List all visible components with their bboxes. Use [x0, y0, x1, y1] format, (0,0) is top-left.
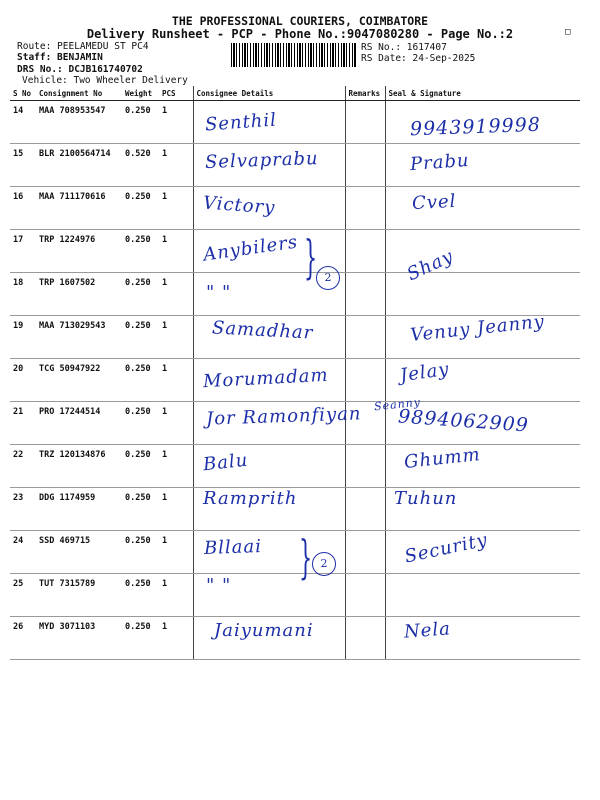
handwritten-consignee: Jor Ramonfiyan	[205, 403, 362, 430]
row-consignment: TUT 7315789	[36, 574, 122, 617]
row-remarks-cell	[345, 187, 385, 230]
handwritten-consignee: Balu	[202, 449, 250, 476]
row-weight: 0.250	[122, 101, 159, 144]
row-sno: 26	[10, 617, 36, 660]
row-consignment: TRP 1224976	[36, 230, 122, 273]
col-consignee: Consignee Details	[193, 86, 345, 101]
row-pcs: 1	[159, 273, 193, 316]
row-pcs: 1	[159, 617, 193, 660]
handwritten-signature: Security	[402, 529, 490, 568]
col-remarks: Remarks	[345, 86, 385, 101]
rs-date: RS Date: 24-Sep-2025	[361, 53, 476, 64]
handwritten-signature: Jelay	[398, 358, 451, 387]
row-remarks-cell	[345, 574, 385, 617]
circled-annotation: 2	[312, 552, 336, 576]
brace-mark: }	[304, 230, 318, 284]
row-remarks-cell	[345, 273, 385, 316]
row-remarks-cell	[345, 359, 385, 402]
handwritten-consignee: Morumadam	[202, 364, 330, 393]
row-remarks-cell	[345, 617, 385, 660]
corner-box-mark: □	[565, 27, 571, 37]
handwritten-consignee: " "	[206, 575, 232, 596]
row-consignment: SSD 469715	[36, 531, 122, 574]
handwritten-consignee: Anybilers	[202, 231, 300, 266]
row-consignment: BLR 2100564714	[36, 144, 122, 187]
row-consignment: DDG 1174959	[36, 488, 122, 531]
row-pcs: 1	[159, 187, 193, 230]
col-consignment: Consignment No	[36, 86, 122, 101]
row-remarks-cell	[345, 144, 385, 187]
row-sno: 23	[10, 488, 36, 531]
row-consignment: MAA 713029543	[36, 316, 122, 359]
col-signature: Seal & Signature	[385, 86, 580, 101]
row-weight: 0.250	[122, 574, 159, 617]
row-sno: 17	[10, 230, 36, 273]
row-weight: 0.250	[122, 359, 159, 402]
handwritten-signature: Cvel	[411, 190, 457, 215]
row-pcs: 1	[159, 445, 193, 488]
row-remarks-cell	[345, 316, 385, 359]
row-pcs: 1	[159, 316, 193, 359]
row-weight: 0.520	[122, 144, 159, 187]
row-remarks-cell	[345, 488, 385, 531]
handwritten-consignee: Jaiyumani	[214, 620, 314, 641]
handwritten-signature: Prabu	[409, 149, 471, 176]
row-sno: 21	[10, 402, 36, 445]
col-weight: Weight	[122, 86, 159, 101]
row-weight: 0.250	[122, 488, 159, 531]
row-weight: 0.250	[122, 445, 159, 488]
row-sno: 20	[10, 359, 36, 402]
col-pcs: PCS	[159, 86, 193, 101]
row-sno: 24	[10, 531, 36, 574]
row-weight: 0.250	[122, 273, 159, 316]
company-title: THE PROFESSIONAL COURIERS, COIMBATORE	[171, 14, 429, 28]
row-remarks-cell	[345, 230, 385, 273]
row-sno: 22	[10, 445, 36, 488]
barcode	[231, 43, 356, 67]
row-pcs: 1	[159, 359, 193, 402]
table-row	[10, 531, 580, 574]
route-text: Route: PEELAMEDU ST PC4	[17, 41, 149, 52]
table-row	[10, 574, 580, 617]
row-pcs: 1	[159, 531, 193, 574]
row-pcs: 1	[159, 230, 193, 273]
drs-text: DRS No.: DCJB161740702	[17, 64, 143, 75]
row-pcs: 1	[159, 101, 193, 144]
table-row	[10, 445, 580, 488]
runsheet-title: Delivery Runsheet - PCP - Phone No.:9047080280 - Page No.:2	[86, 27, 514, 41]
handwritten-consignee: Selvaprabu	[204, 148, 319, 173]
handwritten-signature: Nela	[403, 618, 452, 643]
row-sno: 16	[10, 187, 36, 230]
row-consignment: TRP 1607502	[36, 273, 122, 316]
row-sno: 19	[10, 316, 36, 359]
handwritten-consignee: Victory	[202, 192, 277, 219]
row-weight: 0.250	[122, 187, 159, 230]
row-sno: 14	[10, 101, 36, 144]
handwritten-signature: Tuhun	[394, 488, 458, 509]
handwritten-consignee: " "	[206, 282, 232, 303]
handwritten-signature: 9943919998	[409, 113, 542, 141]
row-remarks-cell	[345, 445, 385, 488]
row-remarks-cell	[345, 101, 385, 144]
table-header-row	[10, 86, 580, 101]
row-weight: 0.250	[122, 316, 159, 359]
row-pcs: 1	[159, 488, 193, 531]
row-consignment: MYD 3071103	[36, 617, 122, 660]
rs-number: RS No.: 1617407	[361, 42, 447, 53]
row-consignment: MAA 711170616	[36, 187, 122, 230]
handwritten-signature: Ghumm	[403, 444, 482, 473]
handwritten-consignee: Samadhar	[211, 317, 314, 344]
vehicle-text: Vehicle: Two Wheeler Delivery	[22, 75, 188, 86]
row-weight: 0.250	[122, 531, 159, 574]
handwritten-signature: 9894062909	[397, 405, 530, 437]
handwritten-signature: Shay	[403, 245, 457, 286]
brace-mark: }	[299, 530, 313, 584]
row-pcs: 1	[159, 144, 193, 187]
staff-text: Staff: BENJAMIN	[17, 52, 103, 63]
col-sno: S No	[10, 86, 36, 101]
row-signature-cell	[385, 574, 580, 617]
row-consignment: TRZ 120134876	[36, 445, 122, 488]
row-weight: 0.250	[122, 230, 159, 273]
row-weight: 0.250	[122, 402, 159, 445]
row-pcs: 1	[159, 574, 193, 617]
row-consignment: TCG 50947922	[36, 359, 122, 402]
handwritten-consignee: Ramprith	[203, 488, 298, 509]
handwritten-consignee: Senthil	[204, 109, 278, 136]
row-weight: 0.250	[122, 617, 159, 660]
table-row	[10, 273, 580, 316]
table-row	[10, 187, 580, 230]
handwritten-signature: Venuy Jeanny	[409, 311, 546, 346]
row-sno: 18	[10, 273, 36, 316]
row-sno: 25	[10, 574, 36, 617]
handwritten-consignee: Bllaai	[203, 535, 263, 560]
handwritten-initials: Seanny	[373, 395, 422, 414]
row-remarks-cell	[345, 531, 385, 574]
row-pcs: 1	[159, 402, 193, 445]
row-consignment: MAA 708953547	[36, 101, 122, 144]
row-sno: 15	[10, 144, 36, 187]
row-consignment: PRO 17244514	[36, 402, 122, 445]
circled-annotation: 2	[316, 266, 340, 290]
